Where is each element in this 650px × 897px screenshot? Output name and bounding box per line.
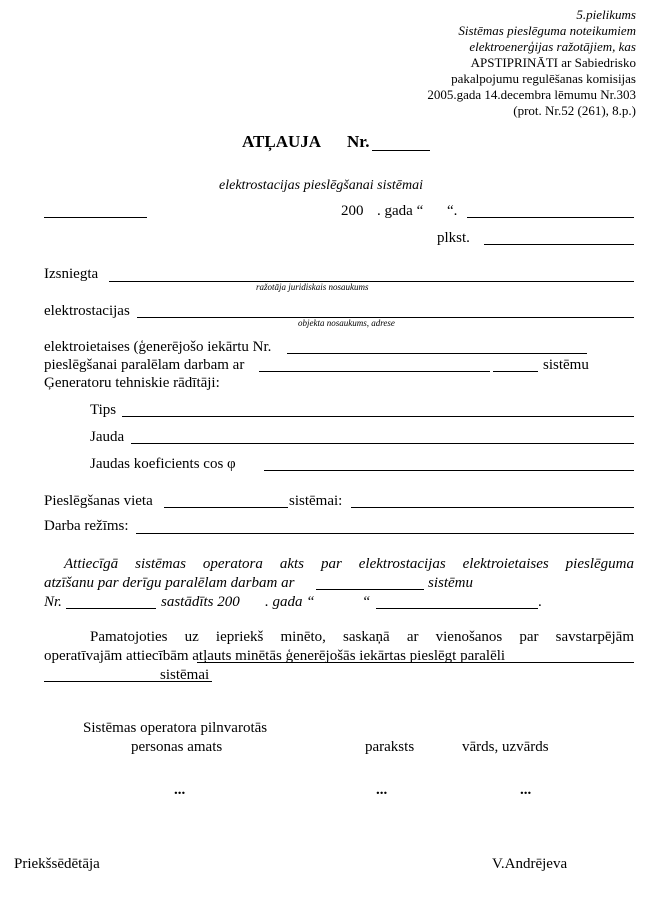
sign-paraksts: paraksts — [365, 739, 415, 755]
header-line: elektroenerģijas ražotājiem, kas — [469, 39, 636, 54]
pieslegsanas-vieta-label: Pieslēgšanas vieta — [44, 493, 153, 509]
time-line — [484, 244, 634, 245]
sign-dots-signature: ... — [376, 782, 388, 798]
cos-label: Jaudas koeficients cos φ — [90, 456, 236, 472]
sign-dots-role: ... — [174, 782, 186, 798]
act-sastadits: sastādīts 200 — [161, 594, 240, 610]
date-gada: . gada “ — [377, 203, 424, 219]
cos-line — [264, 470, 634, 471]
sign-vards: vārds, uzvārds — [462, 739, 549, 755]
elektrostacijas-label: elektrostacijas — [44, 303, 130, 319]
header-line: pakalpojumu regulēšanas komisijas — [451, 71, 636, 86]
jauda-line — [131, 443, 634, 444]
izsniegta-line — [109, 281, 634, 282]
sign-role-line-2: personas amats — [131, 739, 223, 755]
sistemu-label: sistēmu — [543, 357, 589, 373]
pamat-line-3-blank — [44, 681, 157, 682]
header-line: 2005.gada 14.decembra lēmumu Nr.303 — [427, 87, 636, 102]
header-line: (prot. Nr.52 (261), 8.p.) — [513, 103, 636, 118]
elektroietaises-label: elektroietaises (ģenerējošo iekārtu Nr. — [44, 339, 272, 355]
place-line — [44, 217, 147, 218]
title-nr-line — [372, 150, 430, 151]
pamat-line-1: Pamatojoties uz iepriekš minēto, saskaņā ar vienošanos par savstarpējām — [90, 629, 634, 645]
darba-rezims-label: Darba režīms: — [44, 518, 129, 534]
izsniegta-label: Izsniegta — [44, 266, 99, 282]
elektrostacijas-hint: objekta nosaukums, adrese — [298, 318, 395, 328]
footer-left: Priekšsēdētāja — [14, 856, 100, 872]
date-year: 200 — [341, 203, 364, 219]
elektroietaises-line — [287, 353, 587, 354]
act-nr-label: Nr. — [44, 594, 62, 610]
pamat-line-3: sistēmai — [160, 667, 210, 683]
sign-role-line-1: Sistēmas operatora pilnvarotās — [83, 720, 268, 736]
generatoru-label: Ģeneratoru tehniskie rādītāji: — [44, 375, 220, 391]
paralelam-line-2 — [493, 371, 538, 372]
pamat-line-3-underline — [157, 681, 212, 682]
paralelam-line-1 — [259, 371, 490, 372]
header-line: 5.pielikums — [576, 7, 636, 22]
date-line — [467, 217, 634, 218]
subtitle: elektrostacijas pieslēgšanai sistēmai — [219, 178, 424, 193]
sign-dots-name: ... — [520, 782, 532, 798]
act-line-2b: sistēmu — [428, 575, 473, 591]
darba-rezims-line — [136, 533, 634, 534]
footer-right: V.Andrējeva — [492, 856, 568, 872]
act-gada: . gada “ — [265, 594, 315, 610]
izsniegta-hint: ražotāja juridiskais nosaukums — [256, 282, 369, 292]
header-line: APSTIPRINĀTI ar Sabiedrisko — [470, 55, 636, 70]
pieslegsanas-vieta-line — [164, 507, 288, 508]
header-line: Sistēmas pieslēguma noteikumiem — [458, 23, 636, 38]
jauda-label: Jauda — [90, 429, 125, 445]
act-line-2a: atzīšanu par derīgu paralēlam darbam ar — [44, 575, 295, 591]
time-label: plkst. — [437, 230, 470, 246]
sistemai-line — [351, 507, 634, 508]
document-title: ATĻAUJA — [242, 132, 322, 151]
pamat-line-2: operatīvajām attiecībām atļauts minētās ģenerējošās iekārtas pieslēgt paralēli — [44, 648, 506, 664]
act-line-2-blank — [316, 589, 424, 590]
tips-line — [122, 416, 634, 417]
act-nr-line — [66, 608, 156, 609]
tips-label: Tips — [90, 402, 117, 418]
act-date-line — [376, 608, 538, 609]
date-quote: “. — [447, 203, 458, 219]
act-quote: “ — [362, 594, 371, 610]
sistemai-label: sistēmai: — [289, 493, 343, 509]
title-nr-label: Nr. — [347, 132, 370, 151]
act-line-1: Attiecīgā sistēmas operatora akts par elektrostacijas elektroietaises pieslēguma — [64, 556, 634, 572]
pamat-line-2-underline — [197, 662, 634, 663]
paralelam-label: pieslēgšanai paralēlam darbam ar — [44, 357, 245, 373]
